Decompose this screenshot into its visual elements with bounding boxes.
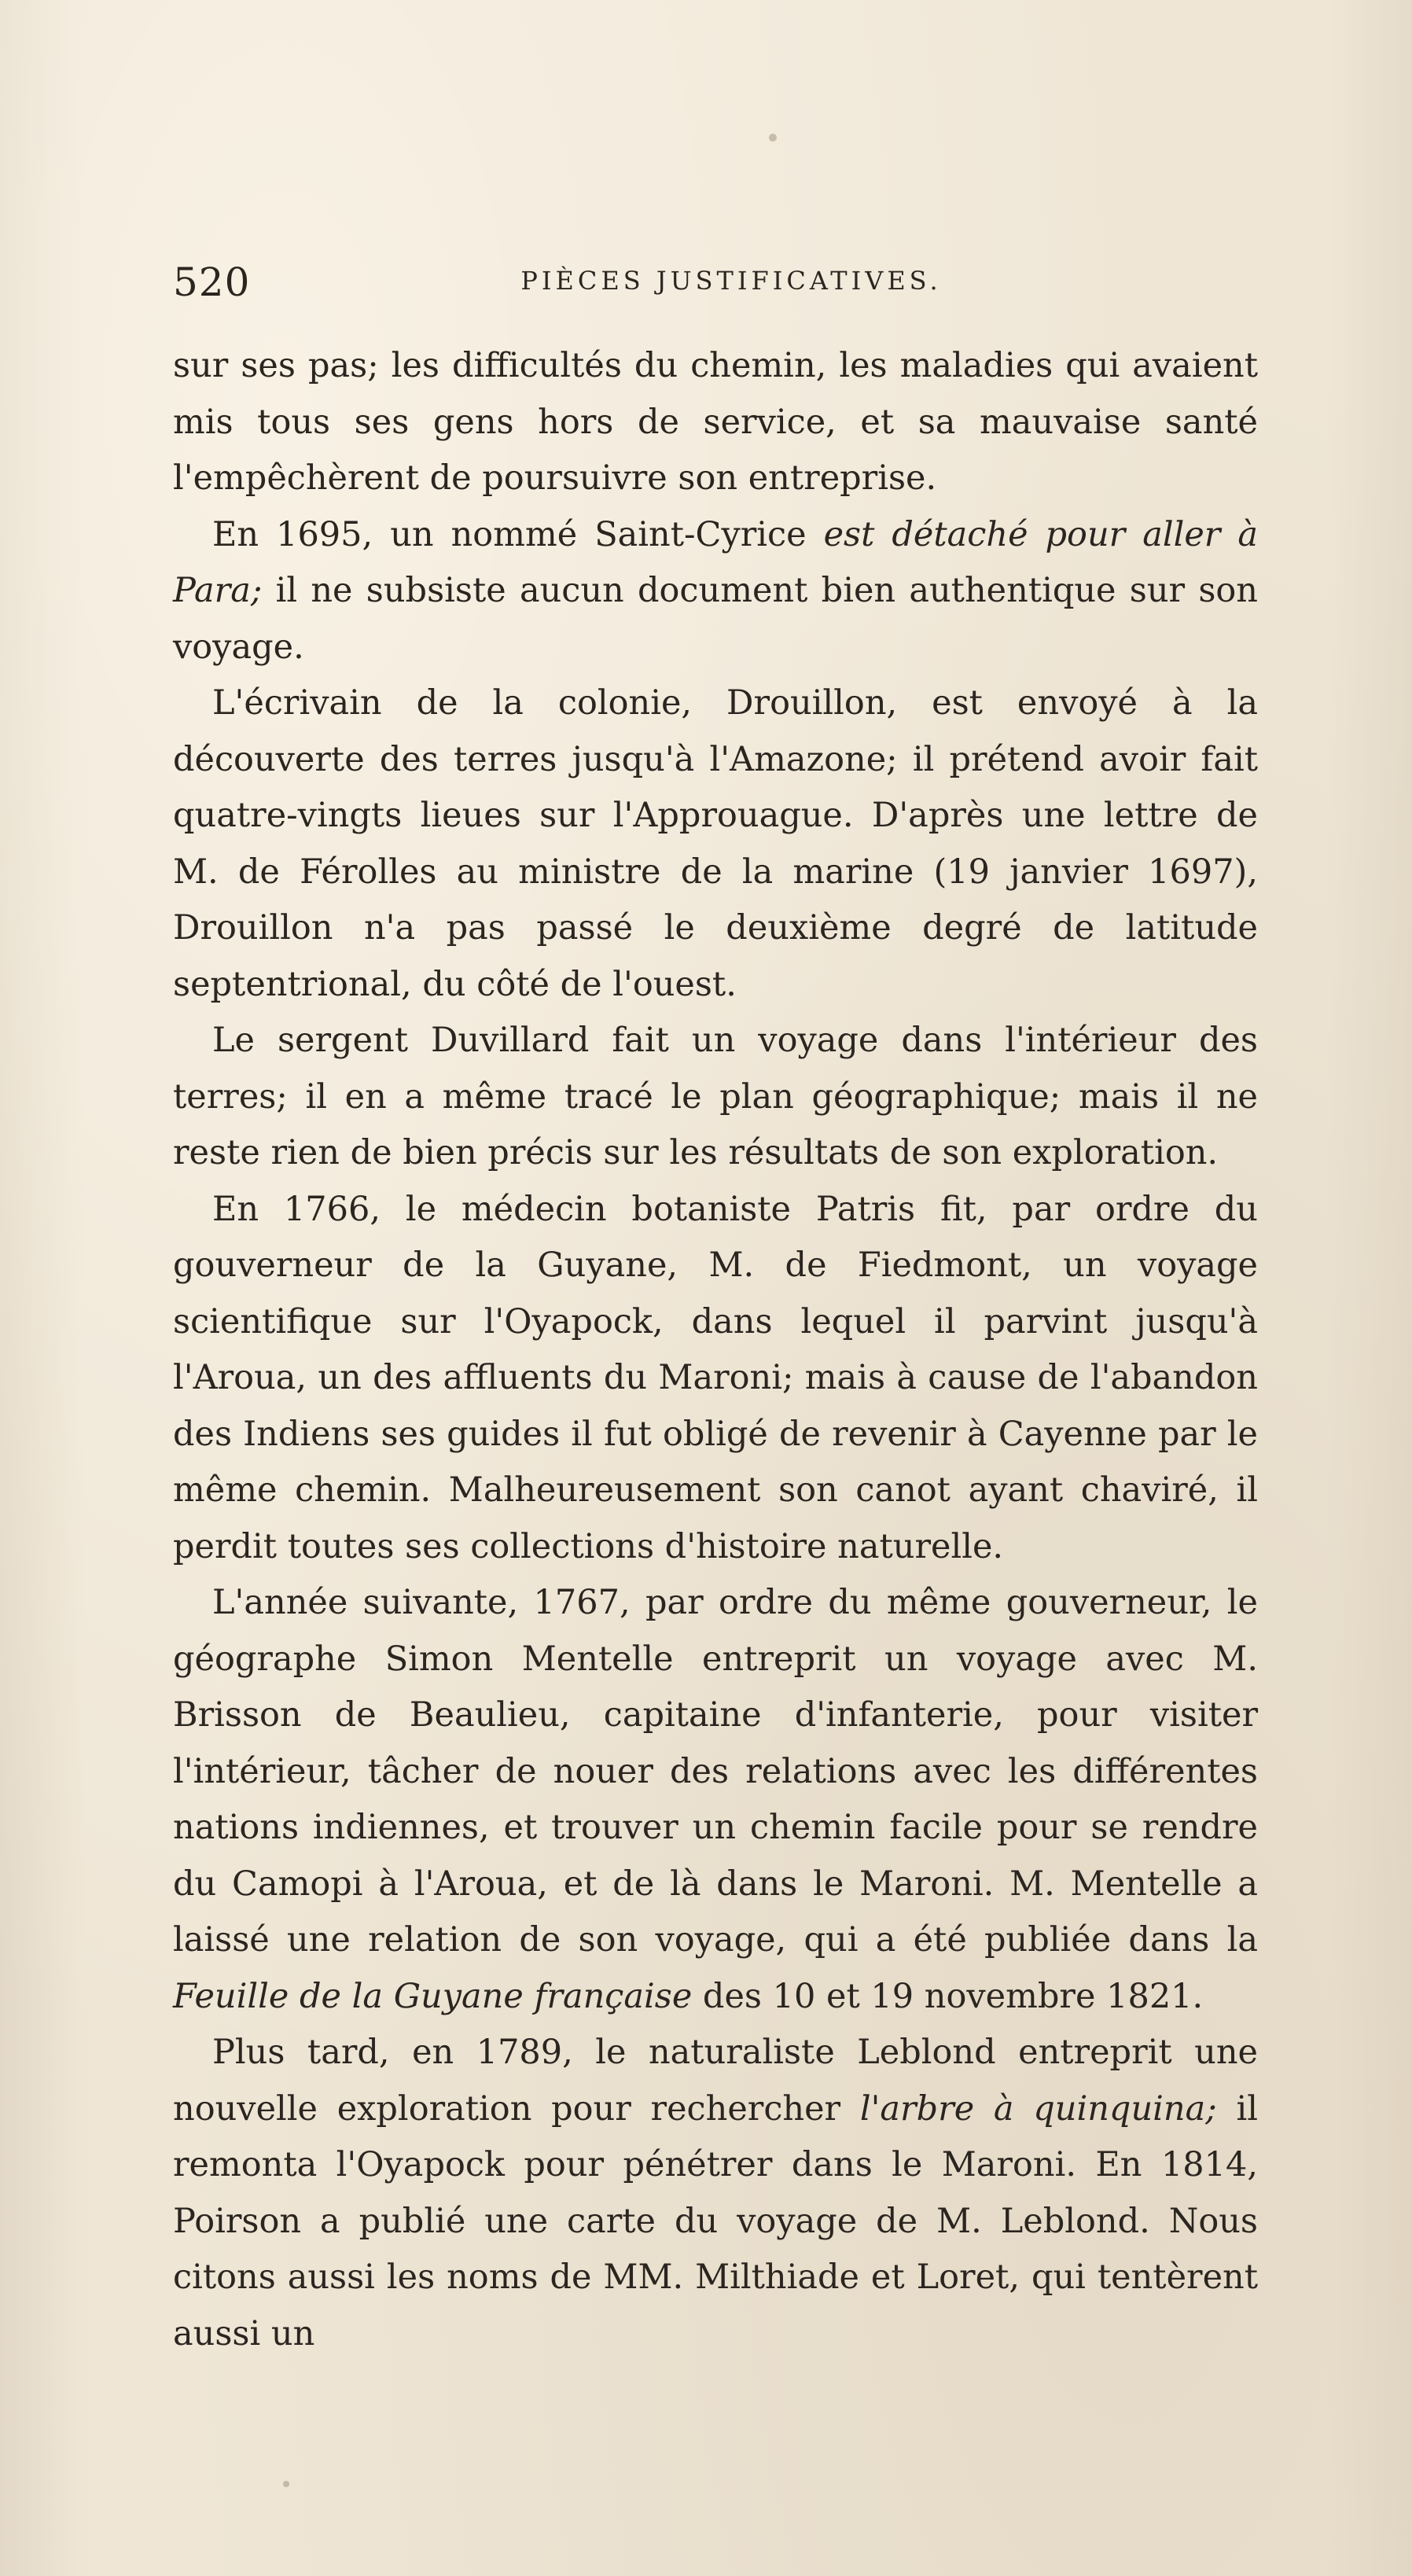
paragraph <box>173 1013 1258 1182</box>
text-run: il remonta l'Oyapock pour pénétrer dans le Maroni. En 1814, Poirson a publié une carte du voyage de M. Leblond. Nous citons aussi les noms de MM. Milthiade et Loret, qui tentèrent aussi un <box>173 2088 1258 2353</box>
paragraph <box>173 338 1258 507</box>
italic-text: Feuille de la Guyane française <box>173 1976 693 2016</box>
text-run: En 1766, le médecin botaniste Patris fit, par ordre du gouverneur de la Guyane, M. de Fiedmont, un voyage scientifique sur l'Oyapock, dans lequel il parvint jusqu'à l'Aroua, un des affluents du Maroni; mais à cause de l'abandon des Indiens ses guides il fut obligé de revenir à Cayenne par le même chemin. Malheureusement son canot ayant chaviré, il perdit toutes ses collections d'histoire naturelle. <box>173 1189 1258 1566</box>
paragraph <box>173 675 1258 1013</box>
page-header <box>173 259 1258 307</box>
text-run: En 1695, un nommé Saint-Cyrice <box>212 514 824 554</box>
running-title: PIÈCES JUSTIFICATIVES. <box>520 266 942 296</box>
page <box>173 259 1258 2362</box>
paragraph <box>173 2025 1258 2362</box>
body-text <box>173 338 1258 2362</box>
paragraph <box>173 1182 1258 1576</box>
paragraph <box>173 1575 1258 2025</box>
italic-text: est détaché pour aller à Para; <box>173 514 1258 610</box>
paragraph <box>173 507 1258 676</box>
text-run: des 10 et 19 novembre 1821. <box>692 1976 1204 2016</box>
text-run: il ne subsiste aucun document bien authentique sur son voyage. <box>173 571 1258 667</box>
text-run: L'année suivante, 1767, par ordre du même gouverneur, le géographe Simon Mentelle entreprit un voyage avec M. Brisson de Beaulieu, capitaine d'infanterie, pour visiter l'intérieur, tâcher de nouer des relations avec les différentes nations indiennes, et trouver un chemin facile pour se rendre du Camopi à l'Aroua, et de là dans le Maroni. M. Mentelle a laissé une relation de son voyage, qui a été publiée dans la <box>173 1583 1258 1960</box>
text-run: sur ses pas; les difficultés du chemin, les maladies qui avaient mis tous ses gens hors de service, et sa mauvaise santé l'empêchèrent de poursuivre son entreprise. <box>173 346 1258 498</box>
text-run: Le sergent Duvillard fait un voyage dans l'intérieur des terres; il en a même tracé le plan géographique; mais il ne reste rien de bien précis sur les résultats de son exploration. <box>173 1021 1258 1172</box>
text-run: L'écrivain de la colonie, Drouillon, est envoyé à la découverte des terres jusqu'à l'Amazone; il prétend avoir fait quatre-vingts lieues sur l'Approuague. D'après une lettre de M. de Férolles au ministre de la marine (19 janvier 1697), Drouillon n'a pas passé le deuxième degré de latitude septentrional, du côté de l'ouest. <box>173 683 1258 1004</box>
page-number: 520 <box>173 259 251 305</box>
text-run: Plus tard, en 1789, le naturaliste Leblond entreprit une nouvelle exploration pour rechercher <box>173 2033 1258 2129</box>
italic-text: l'arbre à quinquina; <box>859 2088 1217 2129</box>
